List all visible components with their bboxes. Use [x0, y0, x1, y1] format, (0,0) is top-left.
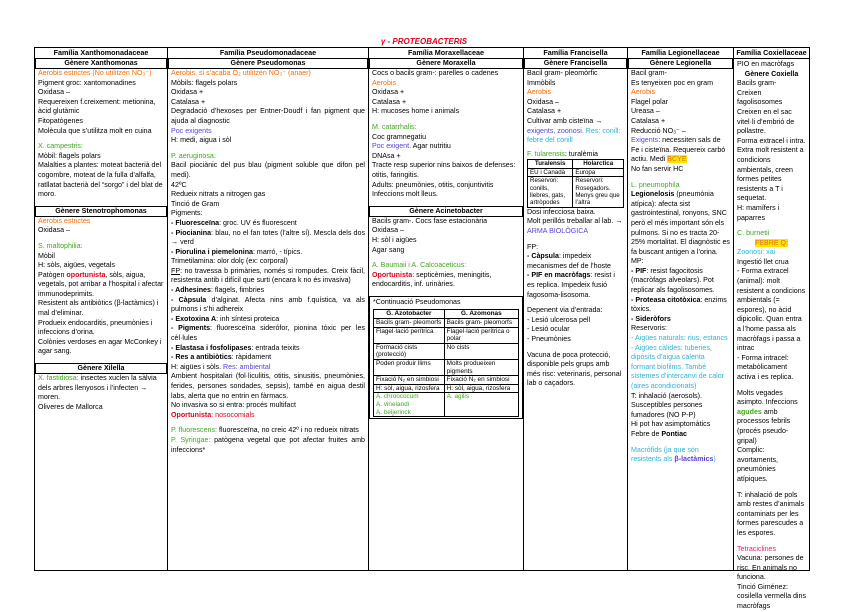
header-pseudomonadaceae: Família Pseudomonadaceae	[168, 48, 369, 59]
text-line: - Aigües naturals: rius, estancs	[631, 334, 728, 343]
text-line: DNAsa +	[372, 151, 401, 160]
text-line: Oxidasa +	[171, 88, 204, 97]
genus-xanthomonas: Gènere Xanthomonas	[35, 59, 167, 69]
text-line: - Aigües càlides: tuberies, dipòsits d’aigua calenta formant biofilms. També sistemes d’intercanvi de calor (aires acondicionats)	[631, 343, 725, 390]
text-line: Catalasa +	[527, 107, 562, 116]
text-line: Complic: avortaments, pneumònies atípiques.	[737, 446, 779, 483]
text-line: Oxidasa –	[372, 226, 404, 235]
text-line: Oxidasa –	[38, 88, 70, 97]
text-line: Aerobis, si s’acaba O₂ utilitzen NO₃⁻ (anaer)	[171, 69, 311, 77]
table-header: Holarctica	[573, 160, 624, 168]
text-line: Cultivar amb cisteïna →	[527, 116, 603, 125]
text-line: Aerobis estrictes	[38, 216, 91, 225]
text-line: Bacils gram-	[737, 79, 777, 88]
table-cell: Flagel·lació perítrica	[374, 327, 445, 343]
tularensis-table	[527, 159, 624, 207]
text-line: Coc gramnegatiu	[372, 132, 427, 141]
text-line: Tinció de Gram	[171, 199, 220, 208]
text-line: Hi pot hav asimptomàtics	[631, 420, 711, 429]
text-line: Forma extracel i intra. Extra molt resistent a condicions ambientals, creen formes petites resistents a T i sequetat.	[737, 136, 806, 203]
text-line: Creixen en el sac vitel·li d’embrió de pollastre.	[737, 107, 795, 136]
text-line: - Piorulina i piemelonina: marró, - típics.	[171, 247, 303, 256]
text-line: Depenent via d’entrada:	[527, 306, 603, 315]
text-line: Catalasa +	[372, 97, 407, 106]
text-line: H: sòl i aigües	[372, 235, 417, 244]
text-line: Fitopatògenes	[38, 116, 83, 125]
text-line: Dosi infecciosa baixa.	[527, 207, 596, 216]
text-line: Exigents: necessiten sals de Fe i cisteïna. Requereix carbó actiu. Medi BCYE	[631, 136, 726, 164]
text-line: Tinció Giménez: cosilella vermella dins macròfags	[737, 582, 806, 611]
text-line: Oliveres de Mallorca	[38, 402, 103, 411]
genus-coxiella: Gènere Coxiella	[744, 69, 799, 78]
text-line: Aerobis estrictes (No utilitzen NO₃⁻)	[38, 69, 152, 77]
text-line: H: aigües i sòls. Res: ambiental	[171, 362, 271, 371]
text-line: - Forma intracel: metabòlicament activa i es replica.	[737, 353, 794, 381]
text-line: Colònies verdoses en agar McConkey i agar sang.	[38, 337, 162, 356]
continuation-title: *Continuació Pseudomonas	[373, 297, 461, 306]
table-cell: A. chroococum A. vinelandi A. beijerinck	[374, 393, 445, 417]
text-line: PIO en macròfags	[737, 60, 795, 68]
table-cell: H: sòl, aigua, rizosfera	[444, 384, 518, 393]
text-line: FEBRE Q:	[754, 238, 789, 247]
text-line: Reducció NO₃⁻ –	[631, 126, 686, 135]
text-line: - Fluoresceïna: groc. UV és fluorescent	[171, 218, 297, 227]
text-line: Mòbils: flagels polars	[171, 78, 238, 87]
table-header: Turalensis	[528, 160, 573, 168]
text-line: Pigments:	[171, 209, 203, 218]
text-line: Vacuna de poca protecció, disponible pels grups amb més risc: veterinaris, personal lab o caçadors.	[527, 350, 622, 388]
text-line: No fan servir HC	[631, 164, 684, 173]
text-line: - Pneumònies	[527, 334, 571, 343]
table-header: G. Azotobacter	[374, 310, 445, 319]
text-line: Ureasa –	[631, 107, 660, 116]
column-francisella	[524, 59, 628, 570]
text-line: Legionelosis (pneumònia atípica): afecta sist gastrointestinal, ronyons, SNC però el més important són els pulmons. Si no es tracta 20-25% mortalitat. El diagnòstic es fa buscant antigen a l’orina.	[631, 190, 730, 256]
text-line: P. fluorescens: fluoresceïna, no creic 42º i no redueix nitrats	[171, 426, 359, 435]
table-cell: No cists	[444, 343, 518, 359]
header-legionellaceae: Família Legionellaceae	[628, 48, 734, 59]
species-s-maltophilia: S. maltophilia:	[38, 241, 83, 250]
text-line: H: mucoses home i animals	[372, 107, 460, 116]
table-cell: Flagel·lació perítrica o polar	[444, 327, 518, 343]
species-x-campestris: X. campestris:	[38, 142, 83, 151]
table-cell: A. agilis	[444, 393, 518, 417]
page-title: γ - PROTEOBACTERIS	[380, 37, 468, 46]
azotobacter-table	[373, 309, 519, 417]
text-line: Es tenyeixen poc en gram	[631, 78, 714, 87]
text-line: Oportunista: septicèmies, meningitis, endocarditis, inf. urinàries.	[372, 270, 492, 289]
text-line: Degradació d’hexoses per Entner-Doudf i fan pigment que ajuda al diagnostic	[171, 107, 365, 125]
text-line: - Pigments: fluoresceïna siderófor, pionina tòxic per les cèl·lules	[171, 324, 366, 343]
text-line: Ambient hospitalari (fol·liculitis, otitis, sinusitis, pneumònies, ferides, persones sondades, sepsis), també en aigua destil labs, alerta que no entrin en fàrmacs.	[171, 372, 365, 400]
text-line: Immòbils	[527, 78, 556, 87]
text-line: - Lesió ulcerosa pell	[527, 315, 591, 324]
table-cell: Bacils gram- pleomorfs	[444, 319, 518, 328]
table-cell: Reservori: conills, llebres, gats, artròpodes	[528, 177, 573, 208]
text-line: Oxidasa –	[38, 226, 70, 235]
text-line: FP: no travessa b primàries, només si rompudes. Creix fàcil, resistenta antib i difícil que surti (encara k no és invasiva)	[171, 266, 365, 285]
species-c-burnetii: C. burnetii	[737, 229, 770, 238]
text-line: Redueix nitrats a nitrogen gas	[171, 190, 266, 199]
table-header: G. Azomonas	[444, 310, 518, 319]
table-cell: Fixació N₂ en simbiosi	[444, 376, 518, 385]
genus-francisella: Gènere Francisella	[524, 59, 627, 69]
column-xanthomonadaceae	[35, 59, 168, 570]
summary-table	[34, 47, 810, 611]
text-line: Adults: pneumònies, otitis, conjuntivitis	[372, 180, 494, 189]
species-m-catarrhalis: M. catarrhalis:	[372, 122, 417, 131]
text-line: exigents, zoonosi. Res: conill: febre del conill	[527, 126, 621, 145]
text-line: Vacuna: persones de risc. En animals no funciona.	[737, 554, 804, 582]
column-pseudomonadaceae	[168, 59, 369, 570]
text-line: H: mamífers i paparres	[737, 203, 780, 222]
text-line: Oportunista: nosocomials	[171, 410, 255, 419]
text-line: Macròfids (ja que són resistents als β-lactàmics)	[631, 445, 716, 464]
text-line: Requereixen f.creixement: metionina, àcid glutàmic	[38, 97, 156, 116]
text-line: 42ºC	[171, 180, 187, 189]
column-legionellaceae	[628, 59, 734, 570]
text-line: Mòbil	[38, 251, 55, 260]
text-line: Bacil gram-	[631, 69, 667, 77]
text-line: Catalasa +	[171, 97, 206, 106]
header-coxiellaceae: Família Coxiellaceae	[734, 48, 809, 59]
text-line: Poc exigents	[171, 126, 212, 135]
text-line: No invasiva so si entra: procés multifact	[171, 401, 296, 410]
text-line: Infeccions molt lleus.	[372, 190, 438, 199]
text-line: Bacils gram-. Cocs fase estacionària	[372, 216, 488, 225]
text-line: Molts vegades asimpto. Infeccions agudes amb processos febrils (procés pseudo-gripal)	[737, 388, 798, 445]
text-line: Oxidasa –	[527, 97, 559, 106]
text-line: Tracte resp superior nins baixos de defenses: otitis, faringitis.	[372, 161, 516, 179]
text-line: T: inhalació de pols amb restes d’animals contaminats per les formes parescudes a les espores.	[737, 490, 805, 537]
text-line: Ingestió llet crua	[737, 257, 789, 266]
text-line: X. fastidiosa: insectes xuclen la sàlvia dels arbres llenyosos i l’infecten → moren.	[38, 374, 157, 402]
text-line: Patògen oportunista, sòls, aigua, vegetals, pot arribar a l’hospital i afectar immunodeprimits.	[38, 270, 164, 298]
table-cell: Reservori: Rosegadors. Menys greu que l’altra	[573, 177, 624, 208]
text-line: T: inhalació (aerosols).	[631, 391, 702, 400]
text-line: Aerobis	[631, 88, 656, 97]
table-cell: H: sòl, aigua, rizosfera	[374, 384, 445, 393]
table-cell: EU i Canadà	[528, 168, 573, 176]
text-line: Bacil piociànic del pus blau (pigment soluble que difon pel medi).	[171, 161, 365, 179]
species-p-aeruginosa: P. aeruginosa:	[171, 151, 216, 160]
text-line: Resistent als antibiòtics (β-lactàmics) i mal d’eliminar.	[38, 299, 159, 318]
text-line: - Proteasa citotòxica: enzims tòxics.	[631, 295, 727, 314]
text-line: Mòbil: flagels polars	[38, 151, 101, 160]
text-line: Zoonosi: xai	[737, 248, 776, 257]
genus-pseudomonas: Gènere Pseudomonas	[168, 59, 368, 69]
text-line: - Piocianina: blau, no el fan totes (l’altre sí). Mescla dels dos → verd	[171, 228, 365, 247]
text-line: - PIF en macròfags: resist i es replica. Impedeix fusió fagosoma-lisosoma.	[527, 271, 615, 299]
pseudomonas-continuation-box	[369, 296, 523, 419]
text-line: Reservoris:	[631, 324, 667, 333]
text-line: - Forma extracel (animal): molt resistent a condicions ambientals (= espores), no àcid dipicolic. Quan entra a l’home passa als macròfags i passa a intrac	[737, 267, 806, 353]
species-a-baumaii: A. Baumaii i A. Calcoaceticus:	[372, 261, 467, 270]
text-line: - Elastasa i fosfolipases: entrada teixits	[171, 343, 300, 352]
text-line: - Adhesines: flagels, fimbries	[171, 286, 265, 295]
text-line: Molt perillós treballar al lab. →	[527, 217, 623, 226]
genus-moraxella: Gènere Moraxella	[369, 59, 523, 69]
header-xanthomonadaceae: Família Xanthomonadaceae	[35, 48, 168, 59]
text-line: - Res a antibiòtics: ràpidament	[171, 353, 272, 362]
text-line: Creixen fagolisosomes	[737, 88, 783, 107]
text-line: MP:	[631, 257, 644, 266]
text-line: F. tularensis: turalèmia	[527, 149, 598, 158]
genus-acinetobacter: Gènere Acinetobacter	[369, 206, 523, 217]
text-line: Molècula que s’utilitza molt en cuina	[38, 126, 152, 135]
species-l-pneumophila: L. pneumophila	[631, 180, 680, 189]
text-line: Catalasa +	[631, 116, 666, 125]
text-line: Aerobis	[527, 88, 552, 97]
text-line: - Sideròfors	[631, 314, 671, 323]
text-line: - Exotoxina A: inh síntesi proteica	[171, 314, 280, 323]
text-line: Trimetilamina: olor dolç (ex: corporal)	[171, 257, 288, 266]
text-line: - Càpsula: impedeix mecanismes def de l’hoste	[527, 252, 611, 270]
text-line: Flagel polar	[631, 97, 669, 106]
table-cell: Europa	[573, 168, 624, 176]
genus-stenotrophomonas: Gènere Stenotrophomonas	[35, 206, 167, 217]
text-line: Malalties a plantes: moteat bacterià del cogombre, moteat de la fulla d’alfalfa, ratllatat bacterià del “sorgo” i del blat de moro.	[38, 161, 163, 199]
table-cell: Molts produeixen pigments	[444, 360, 518, 376]
text-line: Produeix endocarditis, pneumònies i infeccions d’orina.	[38, 318, 153, 337]
text-line: Oxidasa +	[372, 88, 405, 97]
text-line: Febre de Pontiac	[631, 429, 687, 438]
text-line: Poc exigent. Agar nutritiu	[372, 142, 451, 151]
text-line: P. Syringae: patògena vegetal que pot afectar fruites amb infeccions*	[171, 435, 365, 454]
table-cell: Poden produir llims	[374, 360, 445, 376]
text-line: Aerobis	[372, 78, 397, 87]
column-moraxellaceae	[369, 59, 524, 570]
text-line: Cocs o bacils gram-: parelles o cadenes	[372, 69, 499, 77]
column-coxiellaceae	[734, 59, 809, 611]
text-line: FP:	[527, 242, 539, 251]
text-line: - PIF: resist fagocitosis (macròfags alveolars). Pot replicar als fagolisosomes.	[631, 266, 715, 295]
table-cell: Fixació N₂ en simbiosi	[374, 376, 445, 385]
text-line: Pigment groc: xantomonadines	[38, 78, 136, 87]
table-cell: Formació cists (protecció)	[374, 343, 445, 359]
text-line: H: medi, aigua i sòl	[171, 136, 232, 145]
text-line: Susceptibles persones fumadores (NO P-P)	[631, 401, 703, 419]
text-line: ARMA BIOLÒGICA	[527, 226, 589, 235]
table-cell: Bacils gram- pleomorfs	[374, 319, 445, 328]
text-line: - Lesió ocular	[527, 325, 570, 334]
text-line: Tetraciclines	[737, 544, 777, 553]
genus-legionella: Gènere Legionella	[628, 59, 733, 69]
text-line: Agar sang	[372, 245, 405, 254]
genus-xilella: Gènere Xilella	[35, 363, 167, 374]
text-line: Bacil gram- pleomòrfic	[527, 69, 598, 77]
header-francisella: Família Francisella	[524, 48, 628, 59]
header-moraxellaceae: Família Moraxellaceae	[369, 48, 524, 59]
text-line: H: sòls, aigües, vegetals	[38, 261, 115, 270]
text-line: - Càpsula d’alginat. Afecta nins amb f.quística, va als pulmons i s’hi adhereix	[171, 295, 365, 314]
